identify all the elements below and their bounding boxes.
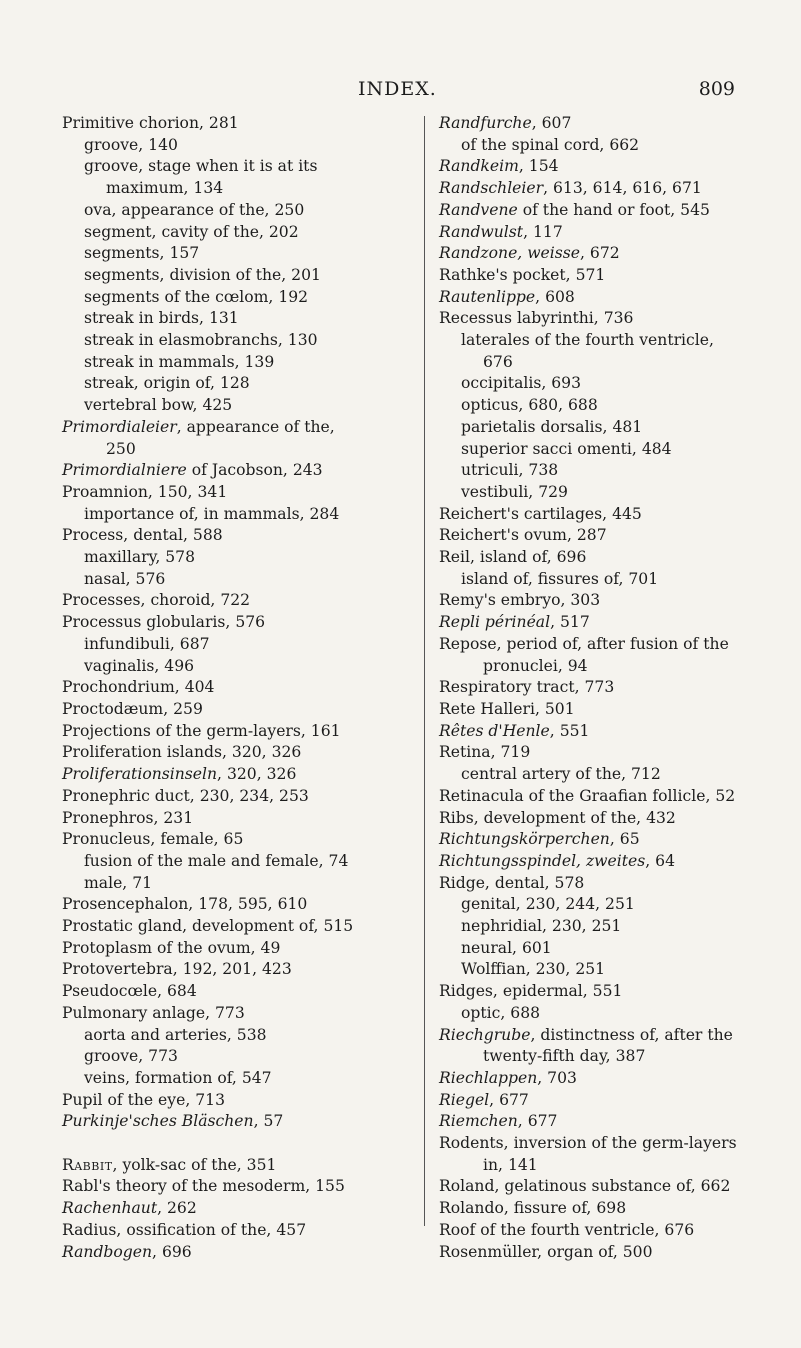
entry-text: Remy's embryo, 303 (439, 591, 601, 610)
entry-text: streak in elasmobranchs, 130 (84, 331, 318, 350)
index-entry (62, 525, 412, 547)
entry-text: Roland, gelatinous substance of, 662 (439, 1177, 731, 1196)
index-entry (439, 873, 769, 895)
entry-text: , 608 (535, 287, 575, 306)
index-entry (439, 1242, 769, 1264)
entry-text: Pronephros, 231 (62, 808, 194, 827)
index-entry (62, 200, 412, 222)
entry-term-italic: Riegel (439, 1090, 490, 1109)
index-entry (439, 373, 769, 395)
entry-text: , appearance of the, (176, 417, 335, 436)
index-entry (62, 938, 412, 960)
entry-text: , 672 (580, 244, 620, 263)
index-entry (439, 764, 769, 786)
index-entry (62, 786, 412, 808)
index-entry (439, 200, 769, 222)
entry-text: Ridges, epidermal, 551 (439, 982, 623, 1001)
entry-text: Reichert's cartilages, 445 (439, 504, 642, 523)
index-entry (439, 222, 769, 244)
index-entry (439, 699, 769, 721)
entry-text: optic, 688 (461, 1003, 541, 1022)
entry-text: , distinctness of, after the (530, 1025, 733, 1044)
entry-term-italic: Randvene (439, 200, 518, 219)
index-entry (439, 742, 769, 764)
index-entry (62, 569, 412, 591)
entry-text: , 696 (152, 1242, 192, 1261)
index-entry (439, 981, 769, 1003)
entry-text: Projections of the germ-layers, 161 (62, 721, 341, 740)
entry-text: Pseudocœle, 684 (62, 982, 197, 1001)
entry-term-italic: Richtungsspindel, zweites (439, 851, 646, 870)
index-entry (439, 590, 769, 612)
entry-text: male, 71 (84, 873, 153, 892)
index-entry (439, 1003, 769, 1025)
entry-text: ova, appearance of the, 250 (84, 200, 305, 219)
entry-term-italic: Randfurche (439, 114, 532, 132)
entry-text: , 65 (609, 830, 640, 849)
entry-text: , 677 (489, 1090, 529, 1109)
entry-term-italic: Proliferationsinseln (62, 765, 218, 784)
running-title: INDEX. (358, 78, 437, 100)
index-entry (439, 1090, 769, 1112)
entry-text: Rolando, fissure of, 698 (439, 1199, 627, 1218)
entry-text: neural, 601 (461, 938, 552, 957)
entry-text: Proliferation islands, 320, 326 (62, 743, 302, 762)
entry-term-italic: Randschleier (439, 179, 544, 198)
index-entry (439, 352, 769, 374)
entry-text: veins, formation of, 547 (84, 1068, 272, 1087)
entry-text: of the hand or foot, 545 (517, 200, 710, 219)
entry-text: of the spinal cord, 662 (461, 135, 640, 154)
entry-text: central artery of the, 712 (461, 765, 661, 784)
index-entry (439, 178, 769, 200)
index-entry (62, 113, 412, 135)
entry-text: fusion of the male and female, 74 (84, 851, 349, 870)
entry-text: 676 (483, 352, 513, 371)
entry-text: nasal, 576 (84, 569, 166, 588)
index-entry (62, 352, 412, 374)
index-entry (439, 1220, 769, 1242)
index-entry (62, 1242, 412, 1264)
index-entry (439, 395, 769, 417)
entry-text: aorta and arteries, 538 (84, 1025, 267, 1044)
entry-text: Proamnion, 150, 341 (62, 482, 228, 501)
index-entry (62, 1090, 412, 1112)
index-entry (62, 1176, 412, 1198)
page-number: 809 (698, 78, 735, 100)
index-entry (439, 1176, 769, 1198)
index-entry (439, 1111, 769, 1133)
index-entry (62, 894, 412, 916)
entry-term-italic: Richtungskörperchen (439, 830, 610, 849)
index-entry (62, 808, 412, 830)
entry-text: maximum, 134 (106, 179, 224, 198)
index-entry (62, 439, 412, 461)
entry-text: , 320, 326 (217, 765, 297, 784)
entry-text: , 677 (517, 1112, 558, 1131)
index-entry (439, 721, 769, 743)
index-entry (62, 265, 412, 287)
index-entry (439, 482, 769, 504)
entry-term-smallcaps: Rabbit (62, 1155, 113, 1174)
entry-text: , 154 (518, 157, 559, 176)
entry-text: occipitalis, 693 (461, 374, 582, 393)
entry-text: , yolk-sac of the, 351 (112, 1155, 277, 1174)
entry-text: Reichert's ovum, 287 (439, 526, 607, 545)
entry-text: streak in birds, 131 (84, 309, 239, 328)
index-entry (62, 178, 412, 200)
entry-text: Wolffian, 230, 251 (461, 960, 606, 979)
entry-text: 250 (106, 439, 136, 458)
index-entry (62, 742, 412, 764)
entry-text: Primitive chorion, 281 (62, 114, 239, 132)
entry-text: groove, 773 (84, 1047, 178, 1066)
index-entry (439, 1025, 769, 1047)
index-entry (62, 1198, 412, 1220)
entry-text: streak in mammals, 139 (84, 352, 275, 371)
entry-text: parietalis dorsalis, 481 (461, 417, 643, 436)
entry-term-italic: Purkinje'sches Bläschen (62, 1112, 254, 1131)
index-entry (439, 569, 769, 591)
entry-text: segments, division of the, 201 (84, 265, 321, 284)
entry-text: , 262 (157, 1199, 197, 1218)
index-entry (62, 308, 412, 330)
entry-text: , 607 (531, 114, 572, 132)
entry-text: , 517 (550, 613, 590, 632)
index-entry (62, 222, 412, 244)
entry-text: Ribs, development of the, 432 (439, 808, 676, 827)
entry-text: Rete Halleri, 501 (439, 699, 575, 718)
index-entry (62, 699, 412, 721)
page-header (0, 78, 801, 104)
index-entry (439, 547, 769, 569)
index-entry (439, 287, 769, 309)
index-entry (439, 1198, 769, 1220)
index-entry (439, 460, 769, 482)
index-column-right (439, 113, 769, 1263)
index-entry (439, 113, 769, 135)
index-entry (62, 590, 412, 612)
index-entry (439, 265, 769, 287)
index-entry (439, 1155, 769, 1177)
entry-term-italic: Primordialniere (62, 461, 187, 480)
entry-text: segment, cavity of the, 202 (84, 222, 299, 241)
index-entry (62, 677, 412, 699)
index-entry (439, 417, 769, 439)
entry-text: Proctodæum, 259 (62, 699, 203, 718)
entry-text: Pronucleus, female, 65 (62, 830, 244, 849)
entry-text: island of, fissures of, 701 (461, 569, 659, 588)
entry-text: twenty-fifth day, 387 (483, 1047, 646, 1066)
entry-term-italic: Randkeim (439, 157, 519, 176)
index-entry (439, 612, 769, 634)
section-gap (62, 1133, 412, 1155)
index-column-left (62, 113, 412, 1263)
entry-term-italic: Repli périnéal (439, 613, 551, 632)
entry-term-italic: Randzone, weisse (439, 244, 581, 263)
entry-text: Radius, ossification of the, 457 (62, 1220, 307, 1239)
index-entry (439, 894, 769, 916)
index-entry (62, 721, 412, 743)
entry-text: Protovertebra, 192, 201, 423 (62, 960, 292, 979)
index-entry (439, 829, 769, 851)
entry-text: opticus, 680, 688 (461, 396, 598, 415)
index-entry (62, 873, 412, 895)
entry-text: Rabl's theory of the mesoderm, 155 (62, 1177, 345, 1196)
index-entry (62, 916, 412, 938)
entry-text: , 117 (523, 222, 563, 241)
entry-text: Rosenmüller, organ of, 500 (439, 1242, 653, 1261)
entry-term-italic: Rachenhaut (62, 1199, 158, 1218)
index-entry (62, 156, 412, 178)
entry-text: of Jacobson, 243 (186, 461, 323, 480)
index-entry (62, 1155, 412, 1177)
entry-text: streak, origin of, 128 (84, 374, 250, 393)
entry-term-italic: Rautenlippe (439, 287, 536, 306)
index-entry (62, 829, 412, 851)
entry-text: Processus globularis, 576 (62, 613, 266, 632)
entry-text: Recessus labyrinthi, 736 (439, 309, 634, 328)
index-entry (62, 1111, 412, 1133)
entry-text: groove, stage when it is at its (84, 157, 318, 176)
index-entry (439, 525, 769, 547)
index-entry (439, 634, 769, 656)
index-entry (439, 308, 769, 330)
entry-text: vertebral bow, 425 (84, 396, 233, 415)
entry-text: vestibuli, 729 (461, 482, 568, 501)
entry-text: Protoplasm of the ovum, 49 (62, 938, 281, 957)
entry-term-italic: Randwulst (439, 222, 524, 241)
entry-text: infundibuli, 687 (84, 634, 210, 653)
entry-term-italic: Riechgrube (439, 1025, 531, 1044)
index-entry (439, 439, 769, 461)
index-entry (439, 156, 769, 178)
index-entry (439, 1046, 769, 1068)
index-entry (62, 981, 412, 1003)
index-entry (439, 656, 769, 678)
entry-text: Rathke's pocket, 571 (439, 265, 606, 284)
index-entry (439, 135, 769, 157)
entry-text: , 613, 614, 616, 671 (543, 179, 702, 198)
entry-text: groove, 140 (84, 135, 178, 154)
entry-text: , 703 (537, 1068, 577, 1087)
index-entry (439, 677, 769, 699)
index-entry (62, 417, 412, 439)
index-entry (62, 1068, 412, 1090)
entry-text: maxillary, 578 (84, 548, 196, 567)
entry-text: utriculi, 738 (461, 461, 559, 480)
index-entry (62, 612, 412, 634)
entry-text: Reil, island of, 696 (439, 548, 587, 567)
index-entry (62, 482, 412, 504)
index-entry (62, 373, 412, 395)
entry-text: Process, dental, 588 (62, 526, 223, 545)
entry-text: Rodents, inversion of the germ-layers (439, 1134, 737, 1153)
entry-text: in, 141 (483, 1155, 538, 1174)
entry-text: segments, 157 (84, 244, 200, 263)
index-entry (439, 786, 769, 808)
index-entry (62, 1025, 412, 1047)
index-entry (439, 938, 769, 960)
index-entry (62, 287, 412, 309)
entry-text: Prostatic gland, development of, 515 (62, 917, 354, 936)
entry-text: genital, 230, 244, 251 (461, 895, 635, 914)
index-entry (439, 504, 769, 526)
index-entry (439, 243, 769, 265)
index-entry (439, 916, 769, 938)
entry-term-italic: Rêtes d'Henle (439, 721, 550, 740)
index-entry (439, 959, 769, 981)
entry-text: Retina, 719 (439, 743, 531, 762)
index-entry (62, 243, 412, 265)
column-divider (424, 116, 425, 1226)
index-entry (439, 330, 769, 352)
index-entry (62, 656, 412, 678)
entry-text: Repose, period of, after fusion of the (439, 634, 729, 653)
index-entry (62, 959, 412, 981)
index-entry (62, 330, 412, 352)
entry-text: pronuclei, 94 (483, 656, 588, 675)
entry-text: segments of the cœlom, 192 (84, 287, 309, 306)
entry-text: Retinacula of the Graafian follicle, 52 (439, 786, 736, 805)
index-entry (439, 1068, 769, 1090)
index-entry (62, 504, 412, 526)
index-entry (62, 1046, 412, 1068)
entry-text: superior sacci omenti, 484 (461, 439, 672, 458)
index-entry (62, 135, 412, 157)
index-entry (439, 1133, 769, 1155)
entry-term-italic: Riechlappen (439, 1068, 538, 1087)
entry-term-italic: Riemchen (439, 1112, 518, 1131)
index-entry (62, 460, 412, 482)
index-entry (62, 764, 412, 786)
entry-text: Roof of the fourth ventricle, 676 (439, 1220, 695, 1239)
entry-text: nephridial, 230, 251 (461, 917, 622, 936)
entry-text: , 57 (253, 1112, 284, 1131)
index-entry (62, 851, 412, 873)
entry-text: Pronephric duct, 230, 234, 253 (62, 786, 309, 805)
entry-text: Pulmonary anlage, 773 (62, 1003, 245, 1022)
index-entry (62, 634, 412, 656)
index-entry (62, 1220, 412, 1242)
index-entry (62, 395, 412, 417)
entry-text: , 64 (645, 851, 676, 870)
entry-text: Ridge, dental, 578 (439, 873, 585, 892)
index-entry (439, 851, 769, 873)
index-entry (62, 547, 412, 569)
index-entry (62, 1003, 412, 1025)
entry-text: vaginalis, 496 (84, 656, 195, 675)
entry-text: Pupil of the eye, 713 (62, 1090, 226, 1109)
entry-term-italic: Randbogen (62, 1242, 153, 1261)
entry-text: Prochondrium, 404 (62, 678, 215, 697)
entry-text: Respiratory tract, 773 (439, 678, 615, 697)
entry-text: , 551 (549, 721, 590, 740)
entry-text: Prosencephalon, 178, 595, 610 (62, 895, 308, 914)
entry-text: Processes, choroid, 722 (62, 591, 251, 610)
entry-text: laterales of the fourth ventricle, (461, 331, 714, 350)
entry-term-italic: Primordialeier (62, 417, 177, 436)
entry-text: importance of, in mammals, 284 (84, 504, 340, 523)
index-entry (439, 808, 769, 830)
